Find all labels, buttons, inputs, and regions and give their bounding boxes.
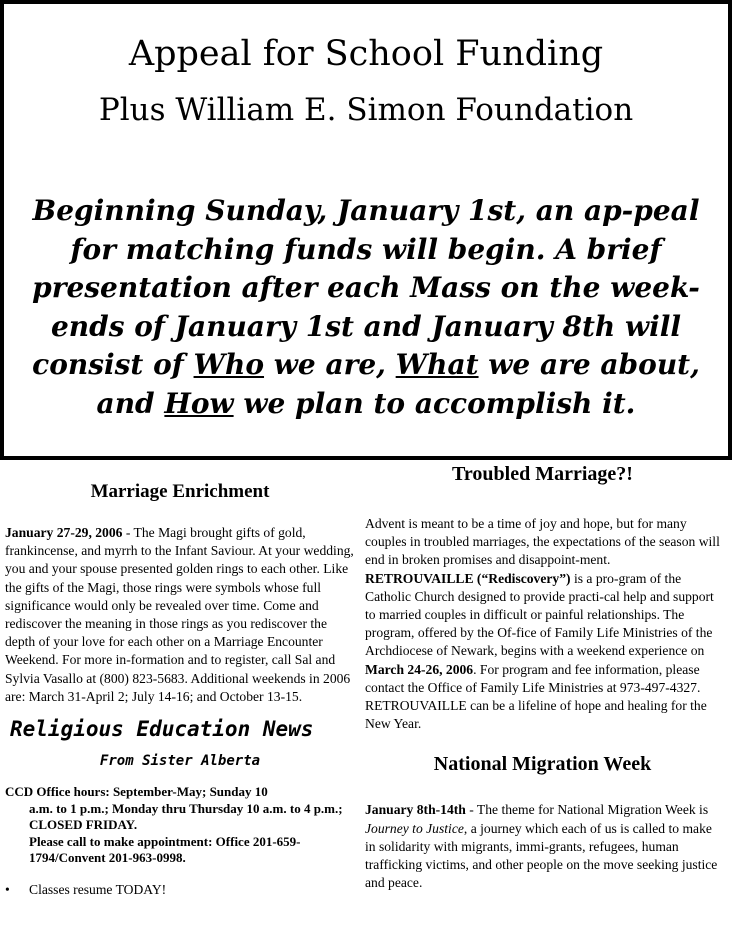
appeal-box <box>0 0 732 460</box>
troubled-text-3: . For program and fee information, please contact the Office of Family Life Ministries at 973-497-4327. RETROUVAILLE can be a lifeline of hope and healing for the New Year. <box>365 661 707 732</box>
appeal-what: What <box>395 348 479 381</box>
appeal-body-text-2: we are, <box>264 348 396 381</box>
bullet-icon: • <box>5 881 10 897</box>
appeal-body-text-1: Beginning Sunday, January 1st, an ap-peal for matching funds will begin. A brief presentation after each Mass on the week-ends of January 1st and January 8th will consist of <box>32 194 700 381</box>
ccd-appointment: Please call to make appointment: Office 201-659-1794/Convent 201-963-0998. <box>29 833 301 866</box>
retrouvaille-date: March 24-26, 2006 <box>365 661 474 677</box>
appeal-body <box>16 192 716 423</box>
marriage-enrichment-heading: Marriage Enrichment <box>90 481 270 502</box>
appeal-body-text-3: we are about, and <box>96 348 700 420</box>
migration-week-text <box>365 801 720 892</box>
left-column <box>5 462 355 899</box>
appeal-title: Appeal for School Funding <box>128 34 604 74</box>
right-column <box>365 462 720 892</box>
migration-text-1: - The theme for National Migration Week is <box>465 802 709 818</box>
migration-text-2: , a journey which each of us is called to make in solidarity with migrants, immi-grants, refugees, human trafficking victims, and other people on the move seeking justice and peace. <box>365 820 718 891</box>
marriage-enrichment-body: - The Magi brought gifts of gold, frankincense, and myrrh to the Infant Saviour. At your wedding, you and your spouse presented golden rings to each other. Like the gifts of the Magi, those rings were symbols whose full significance would only be revealed over time. Come and rediscover the meaning in those rings as you rediscover the depth of your love for each other on a Marriage Encounter Weekend. For more in-formation and to register, call Sal and Sylvia Vasallo at (800) 823-5683. Additional weekends in 2006 are: March 31-April 2; July 14-16; and October 13-15. <box>5 525 354 704</box>
ccd-hours-line-2: a.m. to 1 p.m.; Monday thru Thursday 10 a.m. to 4 p.m.; CLOSED FRIDAY. <box>29 800 343 833</box>
appeal-how: How <box>164 386 234 420</box>
list-item <box>5 881 355 899</box>
appeal-subtitle: Plus William E. Simon Foundation <box>98 92 634 128</box>
migration-week-date: January 8th-14th <box>365 802 466 818</box>
appeal-who: Who <box>193 348 265 381</box>
troubled-text-1: Advent is meant to be a time of joy and hope, but for many couples in troubled marriages, the expectations of the season will end in broken promises and disappoint-ment. <box>365 516 720 568</box>
marriage-enrichment-text <box>5 524 355 706</box>
troubled-marriage-heading: Troubled Marriage?! <box>452 463 633 485</box>
retrouvaille-name: RETROUVAILLE (“Rediscovery”) <box>365 570 571 586</box>
religious-education-heading: Religious Education News <box>10 717 314 742</box>
migration-theme: Journey to Justice <box>365 820 464 836</box>
troubled-marriage-text <box>365 515 720 733</box>
ccd-office-hours <box>5 784 355 867</box>
ccd-hours-line-1: CCD Office hours: September-May; Sunday 10 <box>5 784 268 800</box>
list-item-text: Classes resume TODAY! <box>29 881 167 897</box>
troubled-text-2: is a pro-gram of the Catholic Church designed to provide practi-cal help and support to married couples in difficult or painful relationships. The program, offered by the Of-fice of Family Life Ministries of the Archdiocese of Newark, begins with a weekend experience on <box>365 570 714 659</box>
appeal-body-text-4: we plan to accomplish it. <box>233 386 636 420</box>
religious-education-subheading: From Sister Alberta <box>99 753 261 770</box>
migration-week-heading: National Migration Week <box>433 753 652 776</box>
marriage-enrichment-date: January 27-29, 2006 <box>5 525 123 540</box>
